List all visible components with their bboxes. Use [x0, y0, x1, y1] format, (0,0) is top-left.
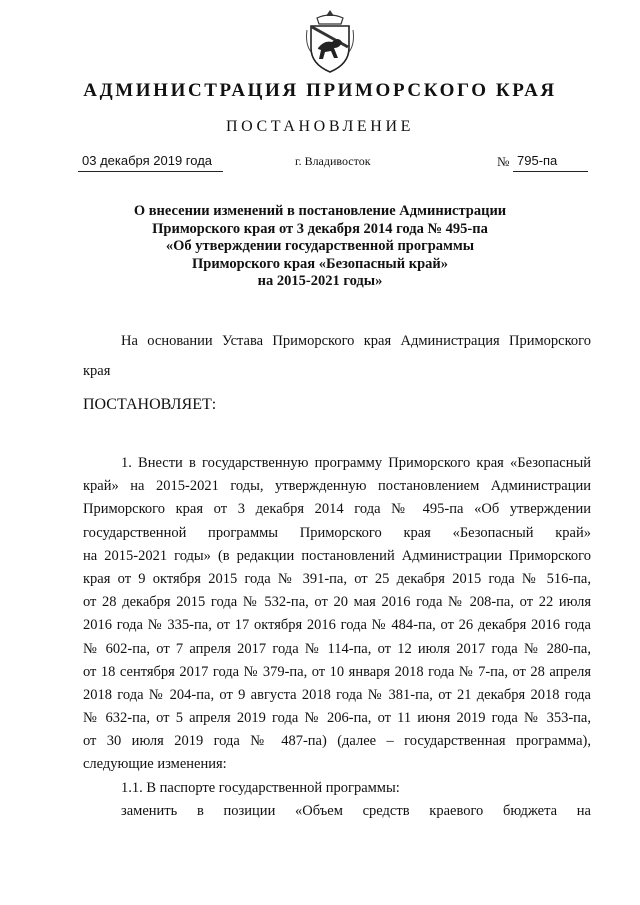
document-meta [0, 153, 640, 177]
basis-paragraph [83, 326, 591, 386]
coat-of-arms-icon [303, 8, 357, 74]
text-line: государственной программы Приморского края «Безопасный край» [83, 524, 591, 541]
text-line: края от 9 октября 2015 года № 391-па, от 25 декабря 2015 года № 516-па, [83, 570, 591, 587]
text-line: 2018 года № 204-па, от 9 августа 2018 года № 381-па, от 21 декабря 2018 года [83, 686, 591, 703]
organization-title: АДМИНИСТРАЦИЯ ПРИМОРСКОГО КРАЯ [83, 80, 557, 101]
heading-line: Приморского края «Безопасный край» [191, 255, 448, 272]
heading-line: на 2015-2021 годы» [257, 273, 383, 289]
heading-line: Приморского края от 3 декабря 2014 года № 495-па [152, 220, 488, 237]
text-line: края [83, 363, 111, 379]
text-line: 1. Внести в государственную программу Приморского края «Безопасный [121, 455, 591, 471]
number-sign: № [497, 154, 510, 169]
text-line: на 2015-2021 годы» (в редакции постановлений Администрации Приморского [83, 547, 591, 564]
document-date: 03 декабря 2019 года [82, 153, 213, 168]
heading-line: «Об утверждении государственной программы [165, 238, 475, 254]
document-number: 795-па [517, 153, 558, 168]
text-line: № 632-па, от 5 апреля 2019 года № 206-па, от 11 июня 2019 года № 353-па, [83, 710, 591, 727]
document-type: ПОСТАНОВЛЕНИЕ [226, 118, 414, 135]
date-underline [78, 171, 223, 172]
text-line: На основании Устава Приморского края Администрация Приморского [121, 333, 591, 349]
main-paragraph [83, 452, 591, 823]
document-city: г. Владивосток [295, 154, 371, 168]
document-heading [0, 203, 640, 291]
text-line: от 30 июля 2019 года № 487-па) (далее – государственная программа), [83, 733, 591, 750]
text-line: следующие изменения: [83, 756, 227, 773]
text-line: край» на 2015-2021 годы, утвержденную постановлением Администрации [83, 478, 591, 495]
heading-line: О внесении изменений в постановление Администрации [133, 203, 507, 219]
text-line: 1.1. В паспорте государственной программы: [121, 779, 400, 796]
text-line: 2016 года № 335-па, от 17 октября 2016 года № 484-па, от 26 декабря 2016 года [83, 617, 591, 634]
resolves-heading: ПОСТАНОВЛЯЕТ: [83, 396, 217, 413]
number-underline [513, 171, 588, 172]
text-line: Приморского края от 3 декабря 2014 года № 495-па «Об утверждении [83, 501, 591, 518]
text-line: от 28 декабря 2015 года № 532-па, от 20 мая 2016 года № 208-па, от 22 июля [83, 594, 591, 611]
text-line: № 602-па, от 7 апреля 2017 года № 114-па, от 12 июля 2017 года № 280-па, [83, 640, 591, 657]
text-line: заменить в позиции «Объем средств краевого бюджета на [121, 802, 591, 819]
text-line: от 18 сентября 2017 года № 379-па, от 10 января 2018 года № 7-па, от 28 апреля [83, 663, 591, 680]
